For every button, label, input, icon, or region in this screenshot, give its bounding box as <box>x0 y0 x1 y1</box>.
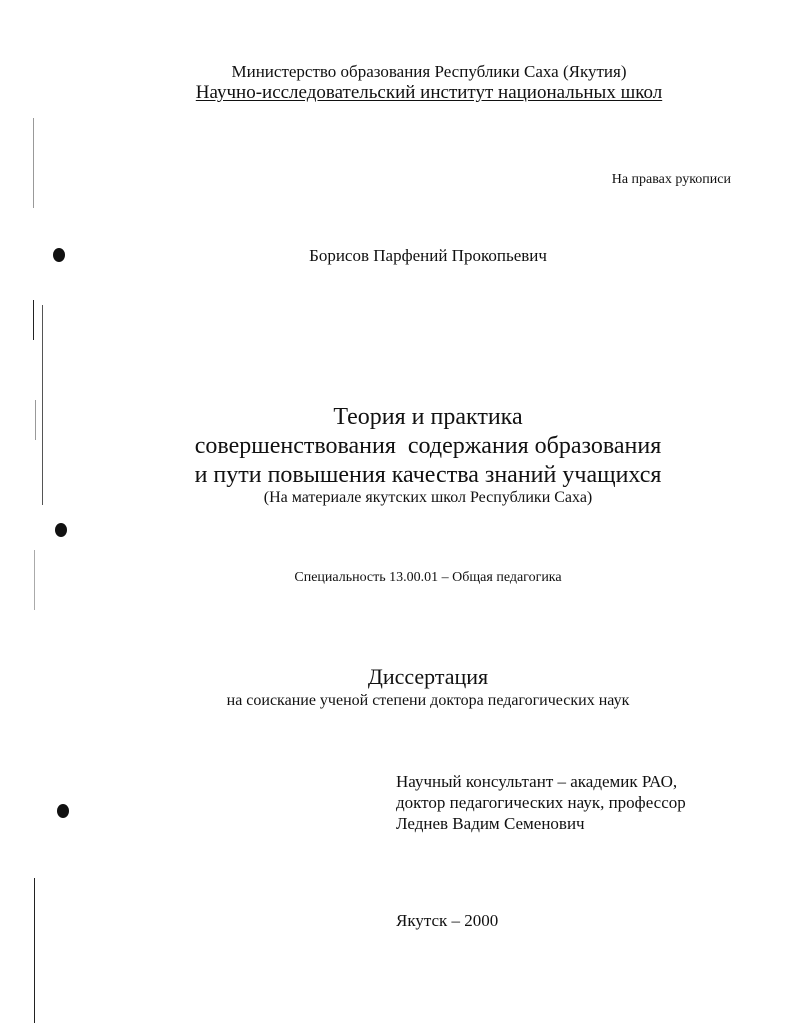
specialty-line: Специальность 13.00.01 – Общая педагогика <box>294 570 562 585</box>
consultant-line: Леднев Вадим Семенович <box>396 814 585 833</box>
ministry-name: Министерство образования Республики Саха (Якутия) <box>231 62 627 81</box>
consultant-line: Научный консультант – академик РАО, <box>396 772 678 791</box>
binder-hole-mark <box>57 804 69 818</box>
scientific-consultant <box>396 771 686 834</box>
scan-edge-line <box>33 118 34 208</box>
title-line: совершенствования содержания образования <box>194 433 662 459</box>
dissertation-subtitle: (На материале якутских школ Республики Саха) <box>263 489 593 506</box>
title-line: Теория и практика <box>333 404 523 430</box>
title-line: и пути повышения качества знаний учащихся <box>194 462 662 488</box>
binder-hole-mark <box>55 523 67 537</box>
manuscript-note: На правах рукописи <box>611 172 731 187</box>
dissertation-title <box>0 403 791 490</box>
scan-edge-line <box>34 878 35 1023</box>
consultant-line: доктор педагогических наук, профессор <box>396 793 686 812</box>
place-and-year: Якутск – 2000 <box>396 911 499 930</box>
dissertation-heading: Диссертация <box>367 664 489 689</box>
scan-edge-line <box>33 300 34 340</box>
institute-name: Научно-исследовательский институт национальных школ <box>195 82 663 103</box>
dissertation-purpose: на соискание ученой степени доктора педагогических наук <box>226 692 630 709</box>
author-name: Борисов Парфений Прокопьевич <box>309 246 547 265</box>
